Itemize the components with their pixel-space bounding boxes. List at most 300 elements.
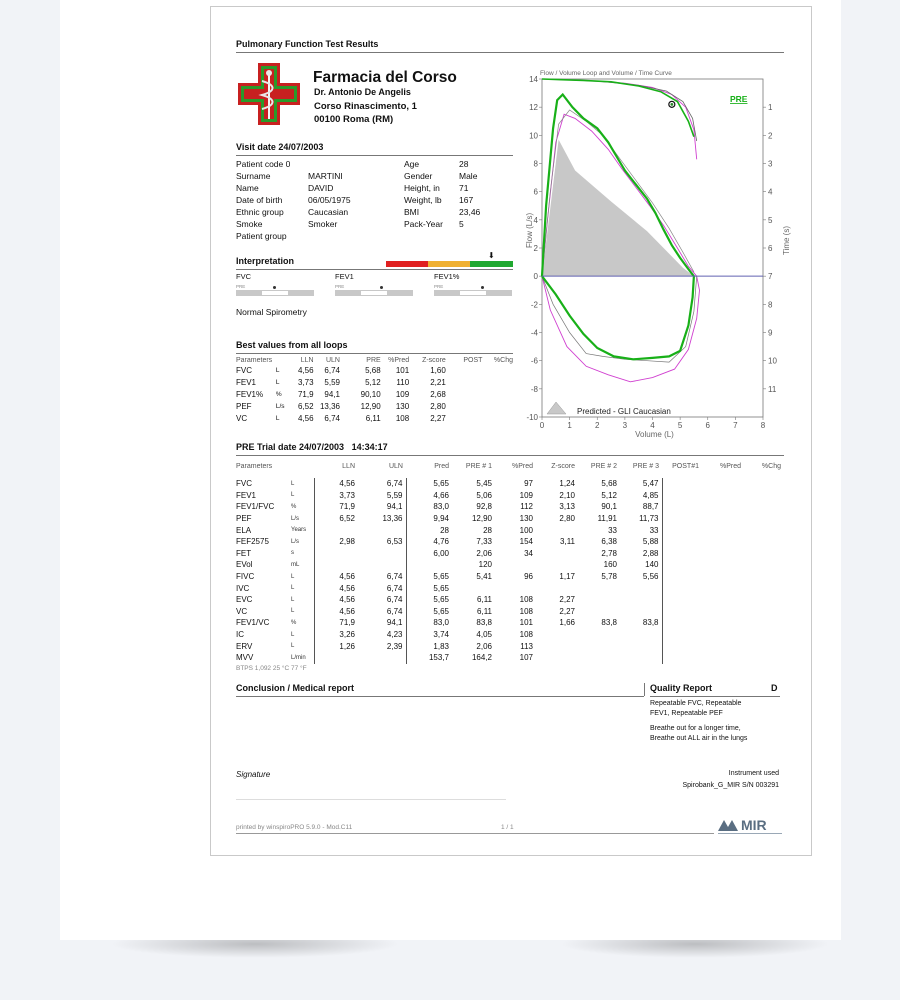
conclusion-separator (644, 683, 645, 696)
interpretation-result: Normal Spirometry (236, 307, 307, 317)
trial-cell: 1,17 (559, 572, 575, 582)
table-row (236, 559, 784, 571)
trial-date: PRE Trial date 24/07/2003 (236, 442, 345, 452)
trial-cell (495, 582, 536, 594)
best-header-cell: %Pred (388, 357, 410, 364)
best-cell (449, 376, 486, 388)
trial-cell (495, 559, 536, 571)
best-cell: 13,36 (319, 401, 340, 411)
best-cell: 109 (395, 389, 410, 399)
trial-cell (744, 571, 784, 583)
quality-divider (650, 696, 780, 697)
patient-field-label: Age (404, 159, 420, 169)
trial-cell: 88,7 (642, 502, 659, 512)
best-header-cell: POST (463, 357, 483, 364)
magenta-curve (542, 276, 700, 382)
best-cell: 108 (395, 413, 410, 423)
trial-cell: 100 (519, 525, 533, 535)
trial-cell: 6,00 (406, 548, 452, 560)
trial-cell (536, 582, 578, 594)
patient-field-label: Pack-Year (404, 219, 443, 229)
trial-cell: FEV1/VC (236, 618, 270, 628)
trial-cell (702, 536, 744, 548)
trial-cell: L (291, 585, 295, 592)
trial-cell: 3,11 (560, 537, 575, 547)
table-row (236, 582, 784, 594)
best-values-heading: Best values from all loops (236, 340, 348, 350)
trial-cell: 6,38 (601, 537, 617, 547)
trial-cell: FEF2575 (236, 537, 269, 547)
y2-tick-label: 1 (768, 103, 773, 113)
y2-tick-label: 4 (768, 187, 773, 197)
trial-cell: 6,74 (386, 479, 403, 489)
trial-cell: Years (291, 527, 307, 534)
trial-cell (744, 617, 784, 629)
best-cell: L/s (275, 402, 285, 410)
best-cell: 6,11 (365, 413, 381, 423)
trial-cell (662, 524, 702, 536)
y-tick-label: 0 (533, 272, 538, 282)
quality-text (650, 699, 747, 743)
trial-cell: 5,68 (601, 479, 617, 489)
trial-cell (662, 548, 702, 560)
trial-cell (662, 629, 702, 641)
trial-cell (744, 490, 784, 502)
trial-cell: 154 (519, 537, 533, 547)
trial-cell: 6,74 (386, 595, 403, 605)
best-header-cell (276, 357, 294, 364)
y2-tick-label: 11 (768, 384, 777, 394)
trial-cell (406, 559, 452, 571)
best-cell: 5,68 (365, 365, 381, 375)
best-cell: 2,68 (430, 389, 446, 399)
trial-cell: 5,59 (386, 490, 403, 500)
trial-time: 14:34:17 (351, 442, 388, 452)
trial-cell (620, 640, 662, 652)
trial-cell (744, 652, 784, 664)
trial-cell: 5,88 (642, 537, 659, 547)
trial-cell: 4,56 (314, 582, 358, 594)
trial-cell (358, 559, 406, 571)
trial-cell: EVC (236, 595, 253, 605)
trial-cell: 3,13 (559, 502, 575, 512)
clinic-city: 00100 Roma (RM) (314, 114, 394, 125)
trial-cell (662, 571, 702, 583)
y2-tick-label: 5 (768, 215, 773, 225)
trial-cell (452, 582, 495, 594)
legend-label: Predicted - GLI Caucasian (577, 407, 671, 416)
y-tick-label: 2 (533, 244, 538, 253)
trial-cell (662, 652, 702, 664)
trial-cell: 6,11 (477, 595, 492, 605)
trial-cell: 92,8 (476, 502, 492, 512)
trial-cell (702, 582, 744, 594)
trial-cell (662, 513, 702, 525)
y2-tick-label: 3 (768, 159, 773, 169)
trial-header-cell: %Pred (511, 462, 533, 470)
trial-cell (662, 617, 702, 629)
best-cell: 90,10 (360, 389, 381, 399)
mir-logo (716, 814, 784, 836)
y2-tick-label: 8 (768, 300, 773, 310)
trial-cell: 6,74 (386, 606, 403, 616)
report-page (210, 6, 812, 856)
trial-cell (662, 559, 702, 571)
patient-field-label: Weight, lb (404, 195, 442, 205)
signature-label: Signature (236, 770, 271, 779)
trial-cell (536, 559, 578, 571)
trial-cell (578, 582, 620, 594)
pre-series-label: PRE (730, 94, 748, 104)
best-cell (485, 364, 516, 376)
trial-header-cell: %Pred (719, 462, 741, 470)
trial-header-cell: %Chg (761, 462, 781, 470)
y-tick-label: 6 (533, 187, 538, 197)
best-cell: VC (236, 413, 248, 423)
x-tick-label: 4 (650, 421, 655, 430)
trial-cell: 2,88 (642, 548, 659, 558)
best-cell: 6,74 (324, 413, 340, 423)
best-cell: L (275, 366, 280, 374)
trial-divider (236, 455, 784, 456)
x-axis-label: Volume (L) (635, 430, 674, 439)
table-row (236, 524, 784, 536)
trial-cell: 83,8 (476, 618, 492, 628)
best-cell (485, 400, 516, 412)
trial-cell (578, 594, 620, 606)
trial-cell: 5,65 (406, 594, 452, 606)
trial-cell: 94,1 (386, 502, 403, 512)
best-cell: 2,21 (430, 377, 446, 387)
trial-cell: 3,26 (314, 629, 358, 641)
y-tick-label: 10 (529, 131, 538, 141)
btps-note: BTPS 1,092 25 °C 77 °F (236, 665, 307, 672)
table-row (236, 364, 516, 376)
y-tick-label: -10 (526, 413, 538, 422)
trial-cell: 1,24 (559, 479, 575, 489)
trial-header-cell: PRE # 3 (632, 462, 659, 470)
best-cell: FEV1 (236, 377, 257, 387)
trial-cell: 33 (649, 525, 659, 535)
flow-volume-chart (523, 65, 803, 445)
trial-cell (536, 640, 578, 652)
patient-dob: 06/05/1975 (308, 195, 351, 205)
best-cell: L (275, 414, 280, 422)
trial-cell: 2,27 (559, 595, 575, 605)
table-row (236, 478, 784, 490)
trial-cell (662, 582, 702, 594)
trial-cell: 71,9 (314, 617, 358, 629)
trial-cell: 4,66 (406, 490, 452, 502)
title-divider (236, 52, 784, 53)
best-cell (485, 412, 516, 424)
trial-cell: 112 (520, 502, 533, 512)
trial-cell (702, 524, 744, 536)
conclusion-divider (236, 696, 644, 697)
trial-cell: 2,27 (559, 606, 575, 616)
patient-field-label: Smoke (236, 219, 263, 229)
table-row (236, 376, 516, 388)
trial-cell: FEV1/FVC (236, 502, 275, 512)
trial-cell: 5,56 (642, 572, 659, 582)
trial-cell (620, 629, 662, 641)
trial-cell (702, 652, 744, 664)
quality-line: Repeatable FVC, Repeatable (650, 700, 742, 707)
trial-cell (702, 501, 744, 513)
trial-cell: 2,06 (476, 548, 492, 558)
gauge-fev1pct-bar (434, 290, 512, 296)
best-cell (449, 400, 486, 412)
best-cell: 12,90 (360, 401, 381, 411)
trial-cell (744, 640, 784, 652)
patient-field-label: Gender (404, 171, 433, 181)
trial-cell: L (291, 608, 295, 615)
patient-smoke: Smoker (308, 219, 338, 229)
trial-cell: 2,39 (386, 641, 403, 651)
trial-cell (702, 571, 744, 583)
trial-cell (702, 617, 744, 629)
footer-page: 1 / 1 (501, 824, 514, 831)
table-row (236, 388, 516, 400)
quality-line: FEV1, Repeatable PEF (650, 709, 723, 717)
trial-cell: ERV (236, 641, 253, 651)
trial-cell (358, 652, 406, 664)
instrument-value: Spirobank_G_MIR S/N 003291 (682, 782, 779, 789)
table-row (236, 571, 784, 583)
trial-cell: L (291, 596, 295, 603)
trial-cell: 160 (603, 560, 617, 570)
trial-cell: 83,8 (601, 618, 617, 628)
trial-header-cell: Pred (434, 462, 449, 470)
best-header-cell: Z-score (422, 357, 446, 364)
trial-cell (314, 524, 358, 536)
trial-cell (662, 640, 702, 652)
best-cell: 2,80 (430, 401, 446, 411)
trial-cell (662, 594, 702, 606)
trial-cell: 164,2 (471, 653, 492, 663)
trial-cell (744, 606, 784, 618)
mir-logo-mark-icon (718, 820, 738, 831)
trial-cell: L/s (291, 515, 300, 522)
trial-cell: 4,23 (386, 630, 403, 640)
y-axis-label: Flow (L/s) (525, 212, 534, 248)
patient-field-value (308, 159, 398, 171)
trial-cell (744, 478, 784, 490)
trial-cell: 130 (519, 514, 533, 524)
table-row (236, 536, 784, 548)
trial-header-cell: PRE # 1 (465, 462, 492, 470)
trial-cell: 6,74 (386, 572, 403, 582)
trial-cell: 33 (608, 525, 617, 535)
trial-cell (662, 478, 702, 490)
trial-cell: 28 (483, 525, 492, 535)
best-cell: 5,12 (365, 377, 381, 387)
quality-line: Breathe out for a longer time, (650, 725, 741, 732)
gauge-fev1-pre: PRE (335, 284, 345, 289)
trial-cell: 83,8 (642, 618, 659, 628)
patient-right-labels (404, 159, 464, 231)
trial-cell: 6,74 (386, 583, 403, 593)
y2-tick-label: 7 (768, 272, 773, 282)
trial-cell (702, 594, 744, 606)
patient-pack-year: 5 (459, 219, 464, 229)
best-cell: % (275, 390, 282, 398)
table-row (236, 548, 784, 560)
trial-cell: 107 (519, 653, 533, 663)
patient-field-label: Patient code 0 (236, 159, 291, 169)
trial-cell: 1,26 (314, 640, 358, 652)
y-tick-label: 12 (529, 103, 538, 113)
patient-right-values (459, 159, 509, 231)
y-tick-label: 14 (529, 75, 538, 84)
patient-field-label: Patient group (236, 231, 287, 241)
trial-cell: 5,12 (601, 490, 617, 500)
trial-cell: MVV (236, 653, 254, 663)
trial-volume-time (542, 79, 697, 141)
trial-cell: 90,1 (601, 502, 617, 512)
x-tick-label: 2 (595, 421, 600, 430)
best-values-divider (236, 353, 513, 354)
trial-cell (578, 640, 620, 652)
best-cell (485, 388, 516, 400)
marker-point-dot (670, 103, 673, 106)
trial-cell: 6,53 (386, 537, 403, 547)
patient-ethnic-group: Caucasian (308, 207, 349, 217)
trial-cell (702, 640, 744, 652)
trial-cell: 71,9 (314, 501, 358, 513)
trial-cell: L (291, 480, 295, 487)
trial-cell: L (291, 492, 295, 499)
trial-cell: 3,73 (314, 490, 358, 502)
trial-cell (662, 536, 702, 548)
table-row (236, 513, 784, 525)
patient-bmi: 23,46 (459, 207, 481, 217)
trial-cell (536, 629, 578, 641)
patient-weight: 167 (459, 195, 474, 205)
best-cell: 71,9 (297, 389, 314, 399)
trial-cell (620, 594, 662, 606)
trial-cell: 2,78 (601, 548, 617, 558)
table-row (236, 490, 784, 502)
trial-cell: 4,56 (314, 606, 358, 618)
trial-cell (744, 548, 784, 560)
trial-cell: 96 (524, 572, 533, 582)
y2-axis-label: Time (s) (782, 226, 791, 256)
table-row (236, 594, 784, 606)
trial-cell: FEV1 (236, 490, 257, 500)
magenta-volume-time (542, 79, 697, 159)
patient-field-label: Surname (236, 171, 271, 181)
interpretation-divider (236, 269, 513, 270)
trial-header-cell: POST#1 (672, 462, 699, 470)
trial-cell (620, 652, 662, 664)
report-title: Pulmonary Function Test Results (236, 39, 379, 49)
gauge-fev1pct-label: FEV1% (434, 272, 460, 281)
best-header-cell: %Chg (493, 357, 513, 364)
trial-cell (662, 606, 702, 618)
trial-cell (744, 594, 784, 606)
trial-cell: 108 (519, 606, 533, 616)
legend-swatch (547, 402, 566, 414)
trial-header-cell: LLN (342, 462, 355, 470)
trial-cell: IC (236, 630, 244, 640)
trial-cell (358, 524, 406, 536)
trial-header-cell (291, 460, 314, 472)
patient-field-label: Date of birth (236, 195, 283, 205)
gauge-fvc-label: FVC (236, 272, 251, 281)
trial-cell (536, 652, 578, 664)
best-header-cell: Parameters (236, 357, 273, 364)
best-header-cell: PRE (366, 357, 381, 364)
x-tick-label: 6 (705, 421, 710, 430)
gauge-fvc-bar (236, 290, 314, 296)
trial-cell: 11,73 (639, 514, 659, 524)
trial-cell (358, 548, 406, 560)
best-cell (449, 388, 486, 400)
trial-cell (314, 652, 358, 664)
trial-cell: 9,94 (406, 513, 452, 525)
clinic-name: Farmacia del Corso (313, 69, 457, 86)
patient-field-label: BMI (404, 207, 420, 217)
trial-cell: 12,90 (471, 514, 492, 524)
gauge-fev1-label: FEV1 (335, 272, 354, 281)
trial-cell (662, 490, 702, 502)
trial-cell: 5,47 (642, 479, 659, 489)
trial-cell (702, 478, 744, 490)
trial-cell: 5,45 (476, 479, 492, 489)
trial-cell (314, 559, 358, 571)
trial-cell (744, 559, 784, 571)
interpretation-heading: Interpretation (236, 256, 295, 266)
y2-tick-label: 2 (768, 131, 773, 141)
table-row (236, 640, 784, 652)
trial-cell: 4,56 (314, 571, 358, 583)
trial-cell: 83,0 (406, 617, 452, 629)
best-cell (449, 412, 486, 424)
trial-cell (620, 582, 662, 594)
x-tick-label: 3 (622, 421, 628, 430)
x-tick-label: 7 (733, 421, 738, 430)
trial-cell (744, 536, 784, 548)
gauge-fev1-bar (335, 290, 413, 296)
trial-cell: 101 (519, 618, 533, 628)
trial-cell: mL (291, 561, 300, 568)
trial-cell: EVol (236, 560, 253, 570)
trial-cell: 5,65 (406, 606, 452, 618)
trial-cell (702, 513, 744, 525)
quality-heading: Quality Report (650, 683, 713, 693)
trial-cell: 3,74 (406, 629, 452, 641)
trial-cell (620, 606, 662, 618)
patient-field-label: Height, in (404, 183, 440, 193)
patient-height: 71 (459, 183, 469, 193)
trial-cell: 1,66 (559, 618, 575, 628)
trial-cell: 6,11 (477, 606, 492, 616)
y-tick-label: -2 (530, 300, 538, 310)
gauge-fev1pct-marker (481, 286, 484, 289)
trial-header-cell: Z-score (551, 462, 575, 470)
trial-cell: 11,91 (597, 514, 617, 524)
best-cell: 6,74 (324, 365, 340, 375)
signature-line (236, 799, 506, 800)
best-cell: 1,60 (430, 365, 446, 375)
gauge-fvc-pre: PRE (236, 284, 246, 289)
trial-cell: IVC (236, 583, 250, 593)
best-cell: 130 (395, 401, 410, 411)
instrument-label: Instrument used (728, 770, 779, 777)
severity-band-red (386, 261, 428, 267)
table-row (236, 652, 784, 664)
